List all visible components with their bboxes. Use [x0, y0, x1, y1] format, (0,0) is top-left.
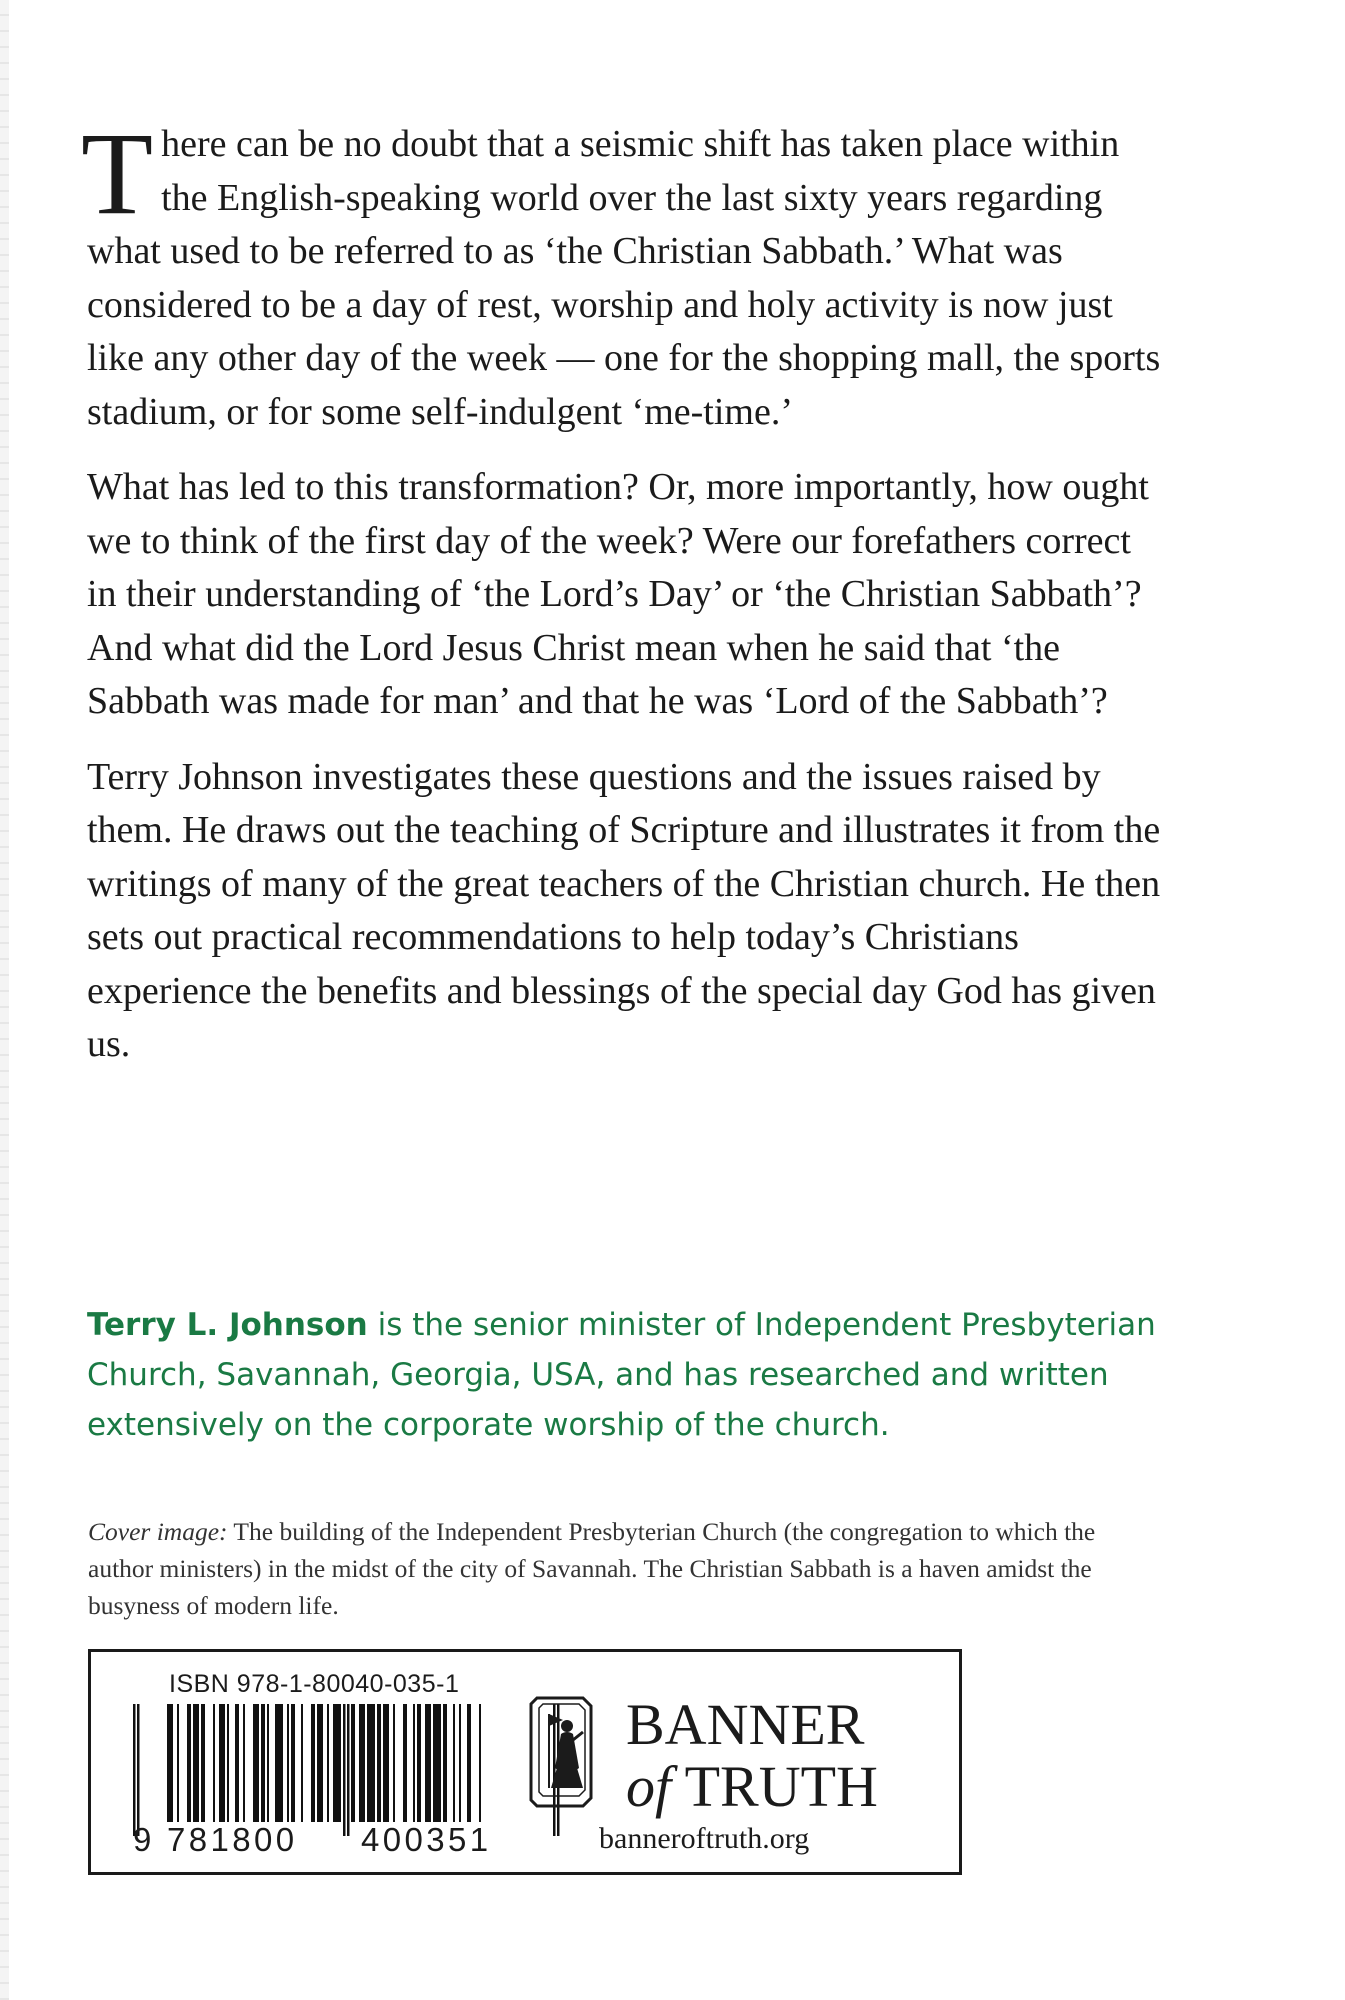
- blurb-paragraph-2: What has led to this transformation? Or, more importantly, how ought we to think of the first day of the week? Were our forefathers correct in their understanding of ‘the Lord’s Day’ or ‘the Christian Sabbath’? And what did the Lord Jesus Christ mean when he said that ‘the Sabbath was made for man’ and that he was ‘Lord of the Sabbath’?: [87, 466, 1149, 722]
- isbn-label: ISBN 978-1-80040-035-1: [169, 1670, 460, 1698]
- barcode-digit-first: 9: [133, 1821, 152, 1858]
- blurb-paragraph-3: Terry Johnson investigates these questions and the issues raised by them. He draws out the teaching of Scripture and illustrates it from the writings of many of the great teachers of the Christian church. He then sets out practical recommendations to help today’s Christians experience the benefits and blessings of the special day God has given us.: [87, 755, 1161, 1065]
- publisher-logo-text: [626, 1694, 878, 1818]
- publisher-name-truth: TRUTH: [671, 1754, 878, 1819]
- author-bio: [87, 1300, 1207, 1450]
- author-name: Terry L. Johnson: [87, 1307, 368, 1343]
- publisher-name-of: of: [626, 1754, 672, 1819]
- cover-image-note: [88, 1513, 1148, 1624]
- publisher-website: banneroftruth.org: [599, 1822, 810, 1855]
- book-left-edge: [0, 0, 9, 2000]
- banner-figure-seal-icon: [527, 1692, 607, 1812]
- publisher-name-line2: [626, 1756, 878, 1818]
- barcode-digits-left: 781800: [167, 1821, 298, 1858]
- publisher-name-line1: BANNER: [626, 1692, 865, 1757]
- barcode-digits: [133, 1820, 561, 1860]
- barcode-panel: [88, 1649, 962, 1875]
- barcode-digits-right: 400351: [361, 1821, 492, 1858]
- cover-image-label: Cover image:: [88, 1517, 228, 1546]
- barcode-icon: [133, 1704, 561, 1836]
- blurb-paragraph-1-text: here can be no doubt that a seismic shift has taken place within the English-speaking world over the last sixty years regarding what used to be referred to as ‘the Christian Sabbath.’ What was considered to be a day of rest, worship and holy activity is now just like any other day of the week — one for the shopping mall, the sports stadium, or for some self-indulgent ‘me-time.’: [87, 123, 1161, 433]
- back-cover-blurb: [81, 108, 1167, 1094]
- blurb-paragraph-1: [81, 108, 1167, 439]
- drop-cap: T: [81, 108, 154, 239]
- cover-image-text: The building of the Independent Presbyterian Church (the congregation to which the author ministers) in the midst of the city of Savannah. The Christian Sabbath is a haven amidst the busyness of modern life.: [88, 1517, 1096, 1620]
- author-bio-text: is the senior minister of Independent Presbyterian Church, Savannah, Georgia, USA, and has researched and written extensively on the corporate worship of the church.: [87, 1307, 1156, 1443]
